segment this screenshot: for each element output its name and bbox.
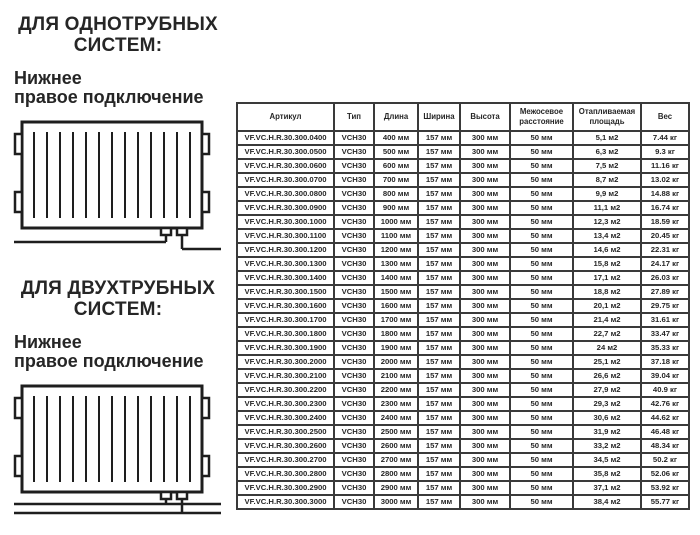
table-cell: 157 мм (418, 397, 460, 411)
table-row (237, 481, 689, 495)
table-cell: 300 мм (460, 215, 510, 229)
table-cell: 6,3 м2 (573, 145, 641, 159)
table-cell: 20.45 кг (641, 229, 689, 243)
table-row (237, 467, 689, 481)
table-row (237, 383, 689, 397)
table-cell: 33,2 м2 (573, 439, 641, 453)
table-cell: VCH30 (334, 131, 374, 145)
table-cell: 1000 мм (374, 215, 418, 229)
table-cell: 300 мм (460, 425, 510, 439)
table-cell: 2300 мм (374, 397, 418, 411)
table-cell: 13.02 кг (641, 173, 689, 187)
table-row (237, 299, 689, 313)
table-cell: VF.VC.H.R.30.300.2700 (237, 453, 334, 467)
connection-line: Нижнее (14, 67, 82, 88)
table-cell: 25,1 м2 (573, 355, 641, 369)
table-cell: 300 мм (460, 397, 510, 411)
table-cell: 50 мм (510, 215, 573, 229)
table-row (237, 369, 689, 383)
table-cell: 42.76 кг (641, 397, 689, 411)
table-cell: 157 мм (418, 299, 460, 313)
table-cell: 300 мм (460, 173, 510, 187)
table-cell: 50 мм (510, 411, 573, 425)
spec-table-container (236, 102, 690, 510)
table-cell: 48.34 кг (641, 439, 689, 453)
table-cell: 50 мм (510, 467, 573, 481)
table-row (237, 397, 689, 411)
table-cell: 26.03 кг (641, 271, 689, 285)
table-cell: VCH30 (334, 355, 374, 369)
table-cell: VF.VC.H.R.30.300.0600 (237, 159, 334, 173)
table-row (237, 439, 689, 453)
table-cell: VCH30 (334, 243, 374, 257)
table-cell: 50 мм (510, 355, 573, 369)
table-cell: 50 мм (510, 369, 573, 383)
table-row (237, 257, 689, 271)
table-cell: 157 мм (418, 187, 460, 201)
table-cell: 157 мм (418, 355, 460, 369)
left-panel (12, 10, 224, 518)
table-cell: 300 мм (460, 285, 510, 299)
table-cell: 500 мм (374, 145, 418, 159)
table-cell: 31.61 кг (641, 313, 689, 327)
table-cell: 2100 мм (374, 369, 418, 383)
table-cell: 300 мм (460, 131, 510, 145)
table-cell: VCH30 (334, 285, 374, 299)
table-row (237, 285, 689, 299)
table-cell: 37.18 кг (641, 355, 689, 369)
table-cell: 157 мм (418, 327, 460, 341)
table-cell: 50 мм (510, 439, 573, 453)
table-cell: 157 мм (418, 201, 460, 215)
table-cell: 35.33 кг (641, 341, 689, 355)
table-cell: 2600 мм (374, 439, 418, 453)
table-cell: 50 мм (510, 159, 573, 173)
column-header: Высота (460, 103, 510, 131)
table-row (237, 187, 689, 201)
table-cell: 2900 мм (374, 481, 418, 495)
table-cell: VF.VC.H.R.30.300.2900 (237, 481, 334, 495)
table-cell: 300 мм (460, 229, 510, 243)
table-cell: 300 мм (460, 313, 510, 327)
table-cell: 300 мм (460, 243, 510, 257)
table-cell: VF.VC.H.R.30.300.2100 (237, 369, 334, 383)
table-cell: 50 мм (510, 425, 573, 439)
two-pipe-heading (12, 278, 224, 321)
table-row (237, 355, 689, 369)
table-cell: VCH30 (334, 327, 374, 341)
table-cell: VCH30 (334, 229, 374, 243)
table-cell: 14,6 м2 (573, 243, 641, 257)
table-cell: 300 мм (460, 453, 510, 467)
connection-label (14, 69, 224, 109)
table-row (237, 271, 689, 285)
connection-line: правое подключение (14, 87, 204, 108)
table-cell: 900 мм (374, 201, 418, 215)
table-cell: 24.17 кг (641, 257, 689, 271)
table-cell: VF.VC.H.R.30.300.1100 (237, 229, 334, 243)
table-cell: VF.VC.H.R.30.300.1900 (237, 341, 334, 355)
table-cell: 800 мм (374, 187, 418, 201)
table-cell: VCH30 (334, 257, 374, 271)
table-cell: VCH30 (334, 313, 374, 327)
table-cell: 600 мм (374, 159, 418, 173)
spec-table-body (237, 131, 689, 509)
table-cell: 46.48 кг (641, 425, 689, 439)
table-cell: 22,7 м2 (573, 327, 641, 341)
table-cell: VF.VC.H.R.30.300.1200 (237, 243, 334, 257)
table-cell: 9.3 кг (641, 145, 689, 159)
table-cell: 31,9 м2 (573, 425, 641, 439)
table-cell: VF.VC.H.R.30.300.1000 (237, 215, 334, 229)
table-cell: 50 мм (510, 257, 573, 271)
table-cell: VCH30 (334, 271, 374, 285)
table-cell: 34,5 м2 (573, 453, 641, 467)
table-cell: VF.VC.H.R.30.300.2500 (237, 425, 334, 439)
table-cell: 1100 мм (374, 229, 418, 243)
table-cell: 157 мм (418, 271, 460, 285)
table-cell: 157 мм (418, 229, 460, 243)
table-cell: 300 мм (460, 159, 510, 173)
column-header: Отапливаемая площадь (573, 103, 641, 131)
table-cell: 300 мм (460, 201, 510, 215)
spec-table (236, 102, 690, 510)
table-cell: 24 м2 (573, 341, 641, 355)
table-cell: 300 мм (460, 411, 510, 425)
table-cell: 300 мм (460, 271, 510, 285)
table-cell: VCH30 (334, 159, 374, 173)
table-cell: 700 мм (374, 173, 418, 187)
radiator-diagram-two-pipe (12, 382, 224, 518)
heading-line: ДЛЯ ОДНОТРУБНЫХ (18, 14, 218, 35)
table-cell: 52.06 кг (641, 467, 689, 481)
table-cell: 300 мм (460, 369, 510, 383)
table-cell: 157 мм (418, 257, 460, 271)
table-cell: 50 мм (510, 383, 573, 397)
table-cell: 8,7 м2 (573, 173, 641, 187)
table-cell: 300 мм (460, 355, 510, 369)
table-cell: VF.VC.H.R.30.300.0500 (237, 145, 334, 159)
table-cell: 3000 мм (374, 495, 418, 509)
table-cell: 2400 мм (374, 411, 418, 425)
table-cell: 157 мм (418, 313, 460, 327)
table-cell: VF.VC.H.R.30.300.1300 (237, 257, 334, 271)
column-header: Вес (641, 103, 689, 131)
table-cell: 1400 мм (374, 271, 418, 285)
header-row (237, 103, 689, 131)
table-cell: 39.04 кг (641, 369, 689, 383)
table-cell: VF.VC.H.R.30.300.1700 (237, 313, 334, 327)
table-cell: VCH30 (334, 201, 374, 215)
table-cell: VCH30 (334, 495, 374, 509)
table-cell: 50 мм (510, 145, 573, 159)
table-cell: 2700 мм (374, 453, 418, 467)
column-header: Артикул (237, 103, 334, 131)
table-cell: 157 мм (418, 439, 460, 453)
table-cell: 53.92 кг (641, 481, 689, 495)
table-cell: 157 мм (418, 243, 460, 257)
table-cell: 300 мм (460, 187, 510, 201)
heading-line: СИСТЕМ: (73, 299, 163, 321)
table-cell: 300 мм (460, 145, 510, 159)
table-cell: 400 мм (374, 131, 418, 145)
table-cell: 50 мм (510, 271, 573, 285)
table-row (237, 201, 689, 215)
table-cell: 50 мм (510, 131, 573, 145)
column-header: Тип (334, 103, 374, 131)
table-cell: 2200 мм (374, 383, 418, 397)
table-cell: VCH30 (334, 341, 374, 355)
table-cell: 157 мм (418, 369, 460, 383)
table-cell: 15,8 м2 (573, 257, 641, 271)
table-cell: 1300 мм (374, 257, 418, 271)
connection-line: правое подключение (14, 351, 204, 372)
table-cell: 50 мм (510, 229, 573, 243)
table-cell: 50 мм (510, 299, 573, 313)
table-cell: 50 мм (510, 481, 573, 495)
table-cell: 1700 мм (374, 313, 418, 327)
table-cell: 12,3 м2 (573, 215, 641, 229)
table-cell: 27,9 м2 (573, 383, 641, 397)
table-cell: 157 мм (418, 411, 460, 425)
table-cell: VCH30 (334, 383, 374, 397)
table-cell: 37,1 м2 (573, 481, 641, 495)
table-cell: 35,8 м2 (573, 467, 641, 481)
table-cell: 50 мм (510, 173, 573, 187)
table-cell: VF.VC.H.R.30.300.0800 (237, 187, 334, 201)
table-cell: 30,6 м2 (573, 411, 641, 425)
table-cell: VF.VC.H.R.30.300.2000 (237, 355, 334, 369)
table-cell: 2500 мм (374, 425, 418, 439)
table-cell: VCH30 (334, 187, 374, 201)
table-cell: VF.VC.H.R.30.300.2600 (237, 439, 334, 453)
table-cell: VF.VC.H.R.30.300.1800 (237, 327, 334, 341)
table-cell: VF.VC.H.R.30.300.1600 (237, 299, 334, 313)
table-cell: 157 мм (418, 453, 460, 467)
table-cell: VCH30 (334, 453, 374, 467)
table-row (237, 215, 689, 229)
table-cell: VF.VC.H.R.30.300.3000 (237, 495, 334, 509)
table-cell: 300 мм (460, 257, 510, 271)
table-row (237, 229, 689, 243)
table-cell: 50 мм (510, 341, 573, 355)
table-row (237, 327, 689, 341)
table-cell: 7.44 кг (641, 131, 689, 145)
table-cell: 157 мм (418, 495, 460, 509)
two-pipe-section (12, 278, 224, 518)
table-cell: 300 мм (460, 299, 510, 313)
table-cell: 14.88 кг (641, 187, 689, 201)
table-cell: 11,1 м2 (573, 201, 641, 215)
table-cell: 50 мм (510, 327, 573, 341)
table-cell: 157 мм (418, 383, 460, 397)
table-cell: 29.75 кг (641, 299, 689, 313)
table-cell: VCH30 (334, 481, 374, 495)
table-cell: 40.9 кг (641, 383, 689, 397)
heading-line: СИСТЕМ: (73, 35, 163, 57)
single-pipe-section (12, 14, 224, 254)
table-row (237, 313, 689, 327)
table-cell: 50 мм (510, 453, 573, 467)
table-cell: VF.VC.H.R.30.300.0900 (237, 201, 334, 215)
table-cell: VCH30 (334, 145, 374, 159)
table-row (237, 145, 689, 159)
table-cell: 22.31 кг (641, 243, 689, 257)
table-cell: 44.62 кг (641, 411, 689, 425)
table-cell: 55.77 кг (641, 495, 689, 509)
table-cell: 2000 мм (374, 355, 418, 369)
connection-line: Нижнее (14, 331, 82, 352)
table-cell: 300 мм (460, 341, 510, 355)
table-cell: VCH30 (334, 397, 374, 411)
table-cell: 7,5 м2 (573, 159, 641, 173)
table-cell: 50 мм (510, 243, 573, 257)
table-cell: 50 мм (510, 285, 573, 299)
table-cell: 29,3 м2 (573, 397, 641, 411)
table-cell: 38,4 м2 (573, 495, 641, 509)
table-cell: 26,6 м2 (573, 369, 641, 383)
table-cell: 50 мм (510, 201, 573, 215)
table-row (237, 411, 689, 425)
table-cell: 50 мм (510, 495, 573, 509)
table-cell: 5,1 м2 (573, 131, 641, 145)
table-cell: VF.VC.H.R.30.300.0700 (237, 173, 334, 187)
column-header: Длина (374, 103, 418, 131)
table-cell: 300 мм (460, 439, 510, 453)
table-cell: VCH30 (334, 173, 374, 187)
table-cell: 157 мм (418, 481, 460, 495)
table-cell: VF.VC.H.R.30.300.2200 (237, 383, 334, 397)
table-cell: 20,1 м2 (573, 299, 641, 313)
connection-label (14, 333, 224, 373)
table-cell: 1800 мм (374, 327, 418, 341)
table-row (237, 425, 689, 439)
column-header: Межосевое расстояние (510, 103, 573, 131)
table-cell: 300 мм (460, 481, 510, 495)
table-cell: 2800 мм (374, 467, 418, 481)
table-cell: 157 мм (418, 173, 460, 187)
table-cell: 157 мм (418, 285, 460, 299)
table-cell: 1500 мм (374, 285, 418, 299)
table-cell: 50 мм (510, 313, 573, 327)
single-pipe-heading (12, 14, 224, 57)
table-cell: 300 мм (460, 467, 510, 481)
table-cell: 33.47 кг (641, 327, 689, 341)
table-cell: 157 мм (418, 467, 460, 481)
table-cell: 1900 мм (374, 341, 418, 355)
table-cell: 157 мм (418, 145, 460, 159)
table-cell: VCH30 (334, 425, 374, 439)
table-cell: 11.16 кг (641, 159, 689, 173)
table-cell: 18.59 кг (641, 215, 689, 229)
heading-line: ДЛЯ ДВУХТРУБНЫХ (20, 278, 216, 300)
table-cell: 157 мм (418, 341, 460, 355)
table-cell: 18,8 м2 (573, 285, 641, 299)
table-cell: VCH30 (334, 215, 374, 229)
table-cell: 300 мм (460, 495, 510, 509)
table-cell: 157 мм (418, 215, 460, 229)
table-cell: 13,4 м2 (573, 229, 641, 243)
table-cell: 21,4 м2 (573, 313, 641, 327)
table-cell: 27.89 кг (641, 285, 689, 299)
table-cell: VF.VC.H.R.30.300.1400 (237, 271, 334, 285)
table-cell: VCH30 (334, 299, 374, 313)
table-cell: 300 мм (460, 383, 510, 397)
table-cell: 9,9 м2 (573, 187, 641, 201)
radiator-diagram-single-pipe (12, 118, 224, 254)
table-cell: 1200 мм (374, 243, 418, 257)
column-header: Ширина (418, 103, 460, 131)
table-cell: VCH30 (334, 467, 374, 481)
table-row (237, 453, 689, 467)
table-cell: 50.2 кг (641, 453, 689, 467)
table-cell: VCH30 (334, 439, 374, 453)
table-cell: 16.74 кг (641, 201, 689, 215)
table-row (237, 495, 689, 509)
table-cell: VCH30 (334, 411, 374, 425)
table-cell: 157 мм (418, 159, 460, 173)
table-cell: 17,1 м2 (573, 271, 641, 285)
table-cell: 157 мм (418, 131, 460, 145)
table-cell: 50 мм (510, 187, 573, 201)
table-cell: 1600 мм (374, 299, 418, 313)
table-cell: 50 мм (510, 397, 573, 411)
table-row (237, 159, 689, 173)
table-cell: VF.VC.H.R.30.300.2400 (237, 411, 334, 425)
table-row (237, 131, 689, 145)
table-row (237, 173, 689, 187)
table-cell: VF.VC.H.R.30.300.1500 (237, 285, 334, 299)
table-row (237, 341, 689, 355)
table-cell: VCH30 (334, 369, 374, 383)
table-row (237, 243, 689, 257)
table-cell: VF.VC.H.R.30.300.2800 (237, 467, 334, 481)
table-cell: VF.VC.H.R.30.300.2300 (237, 397, 334, 411)
table-cell: 157 мм (418, 425, 460, 439)
table-cell: 300 мм (460, 327, 510, 341)
table-cell: VF.VC.H.R.30.300.0400 (237, 131, 334, 145)
